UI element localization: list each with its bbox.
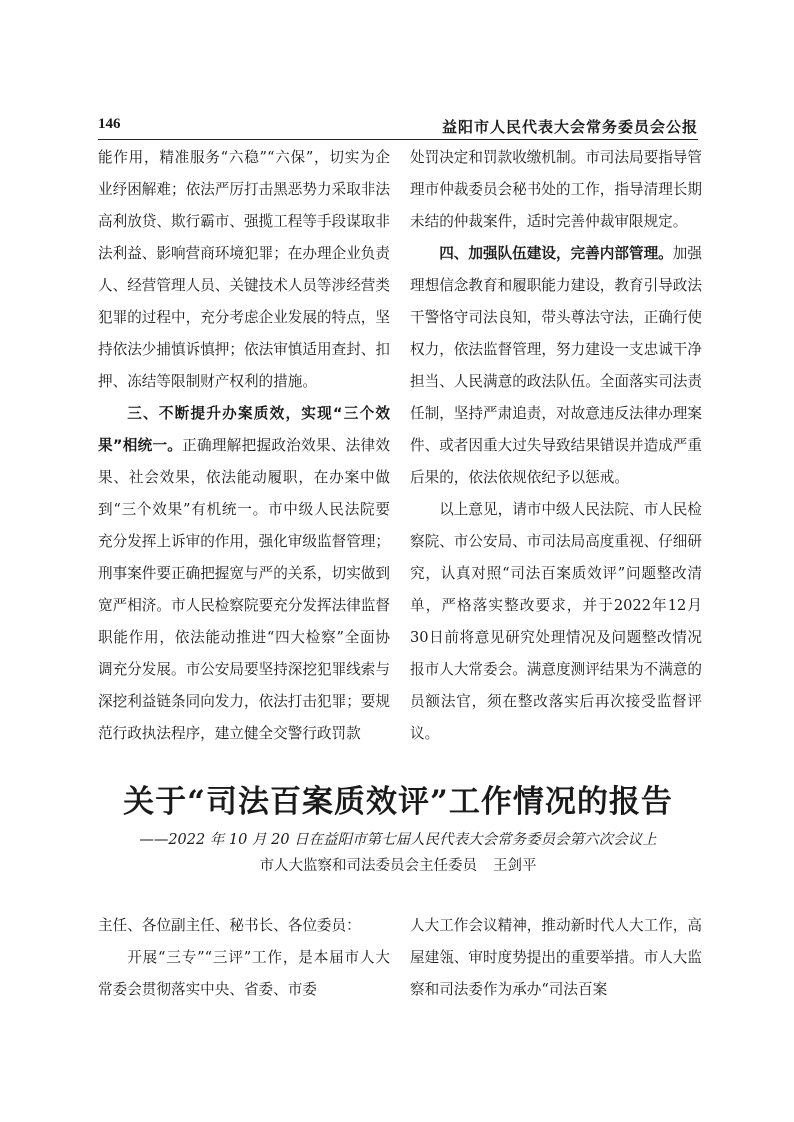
paragraph-section-three (98, 398, 390, 750)
page-number: 146 (98, 116, 121, 132)
journal-title: 益阳市人民代表大会常务委员会公报 (441, 118, 698, 136)
salutation: 主任、各位副主任、秘书长、各位委员： (98, 917, 361, 934)
paragraph-continued: 能作用，精准服务“六稳”“六保”，切实为企业纾困解难；依法严厉打击黑恶势力采取非法高利放贷、欺行霸市、强揽工程等手段谋取非法利益、影响营商环境犯罪；在办理企业负责人、经营管理人员、关键技术人员等涉经营类犯罪的过程中，充分考虑企业发展的特点，坚持依法少捕慎诉慎押；依法审慎适用查封、扣押、冻结等限制财产权利的措施。 (98, 149, 390, 390)
report-byline (98, 854, 698, 878)
page-header (98, 116, 698, 138)
byline-role: 市人大监察和司法委员会主任委员 (259, 858, 477, 874)
paragraph-continued-right: 处罚决定和罚款收缴机制。市司法局要指导管理市仲裁委员会秘书处的工作，指导清理长期未结的仲裁案件，适时完善仲裁审限规定。 (410, 149, 702, 230)
report-paragraph-1-continued: 人大工作会议精神，推动新时代人大工作，高屋建瓴、审时度势提出的重要举措。市人大监察和司法委作为承办“司法百案 (410, 917, 702, 998)
section-four-heading: 四、加强队伍建设，完善内部管理。 (439, 245, 673, 262)
byline-name: 王剑平 (493, 858, 537, 874)
section-three-heading: 三、不断提升办案质效，实现“三个效果”相统一。 (98, 405, 390, 454)
top-left-column (98, 142, 390, 750)
report-subtitle: ——2022 年 10 月 20 日在益阳市第七届人民代表大会常务委员会第六次会议上 (139, 832, 657, 848)
report-title: 关于“司法百案质效评”工作情况的报告 (123, 784, 673, 820)
bottom-right-column (410, 910, 702, 1006)
section-four-body: 加强理想信念教育和履职能力建设，教育引导政法干警恪守司法良知，带头尊法守法，正确行使权力，依法监督管理，努力建设一支忠诚干净担当、人民满意的政法队伍。全面落实司法责任制，坚持严肃追责，对故意违反法律办理案件、或者因重大过失导致结果错误并造成严重后果的，依法依规依纪予以惩戒。 (410, 245, 702, 486)
paragraph-conclusion: 以上意见，请市中级人民法院、市人民检察院、市公安局、市司法局高度重视、仔细研究，认真对照“司法百案质效评”问题整改清单，严格落实整改要求，并于2022年12月30日前将意见研究处理情况及问题整改情况报市人大常委会。满意度测评结果为不满意的员额法官，须在整改落实后再次接受监督评议。 (410, 501, 702, 742)
paragraph-section-four (410, 238, 702, 494)
report-paragraph-1: 开展“三专”“三评”工作，是本届市人大常委会贯彻落实中央、省委、市委 (98, 949, 390, 998)
section-three-body: 正确理解把握政治效果、法律效果、社会效果，依法能动履职，在办案中做到“三个效果”有机统一。市中级人民法院要充分发挥上诉审的作用，强化审级监督管理；刑事案件要正确把握宽与严的关系，切实做到宽严相济。市人民检察院要充分发挥法律监督职能作用，依法能动推进“四大检察”全面协调充分发展。市公安局要坚持深挖犯罪线索与深挖利益链条同向发力，依法打击犯罪；要规范行政执法程序，建立健全交警行政罚款 (98, 437, 390, 742)
top-right-column (410, 142, 702, 750)
bottom-left-column (98, 910, 390, 1006)
header-divider (98, 139, 698, 140)
